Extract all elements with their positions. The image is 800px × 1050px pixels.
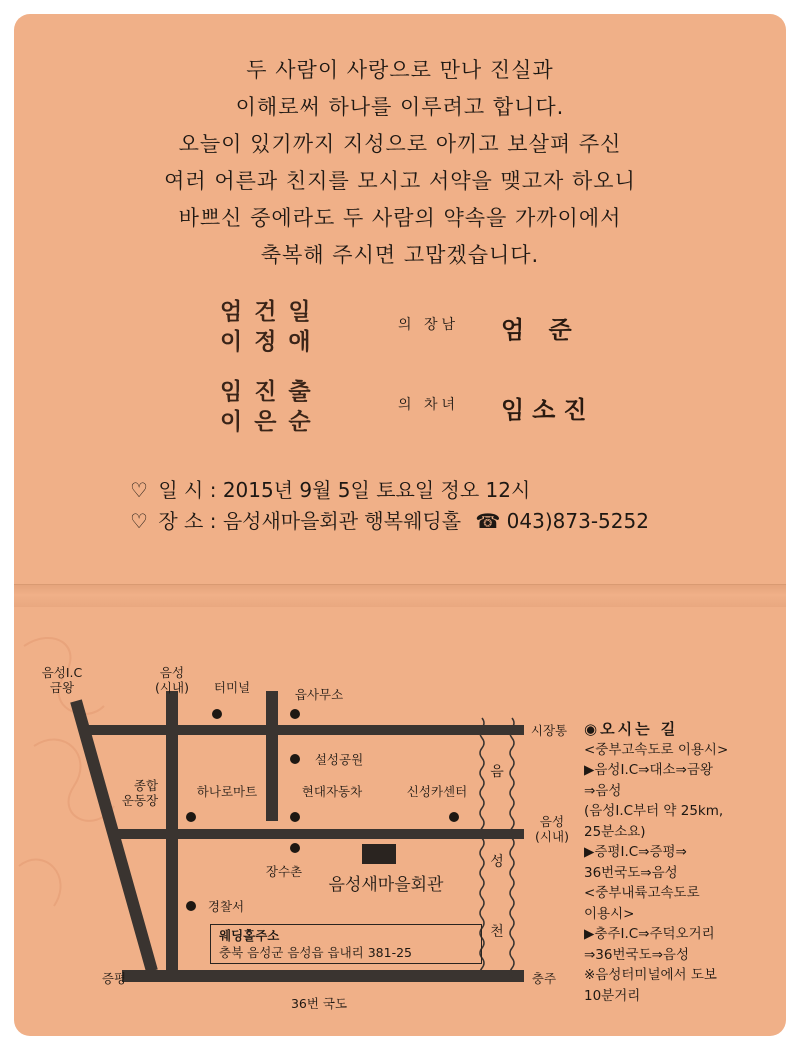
map-label-eumseong-ic: 음성I.C [41,665,83,680]
map-label-eumseong-north: 음성 [159,665,185,680]
groom-father: 엄건일 [220,299,323,325]
message-line: 두 사람이 사랑으로 만나 진실과 [246,58,554,82]
map-label-venue: 음성새마을회관 [328,875,444,895]
groom-mother: 이정애 [220,329,323,355]
map-label-market: 시장통 [530,723,568,738]
terminal-marker [212,709,222,719]
map-label-sinae-east: (시내) [535,829,569,844]
sinseong-marker [449,812,459,822]
invitation-message [14,52,786,274]
map-label-sinae-north: (시내) [155,680,189,695]
label-colon: : [209,478,223,502]
heart-icon: ♡ [130,509,148,533]
map-label-route36: 36번 국도 [290,996,348,1011]
directions-panel [584,719,780,1006]
address-box [210,924,482,964]
place-label: 장 소 [158,509,204,533]
river-label-3: 천 [490,924,504,940]
hanaro-marker [186,812,196,822]
directions-line: <중부내륙고속도로 [584,885,700,901]
groom-relation: 의 장남 [398,317,460,333]
phone-icon: ☎ [475,509,501,533]
directions-line: 10분거리 [584,987,641,1004]
groom-parents [220,297,350,357]
date-value: 2015년 9월 5일 토요일 정오 12시 [222,478,531,502]
map-label-jeungpyeong: 증평 [101,971,127,986]
map-label-eumseong-east: 음성 [539,814,565,829]
river-label-1: 음 [490,764,504,780]
heart-icon: ♡ [130,478,148,502]
hyundai-marker [290,812,300,822]
bride-father: 임진출 [220,379,323,405]
jangsuchon-marker [290,843,300,853]
map-label-hanaro: 하나로마트 [196,784,258,799]
map-label-sinseong: 신성카센터 [406,784,468,799]
groom-family [14,297,786,357]
river-label-2: 성 [490,854,504,870]
directions-line: ▶충주I.C⇒주덕오거리 [584,926,715,942]
date-label: 일 시 [158,478,204,502]
bride-relation: 의 차녀 [398,397,460,413]
message-line: 축복해 주시면 고맙겠습니다. [260,243,540,267]
map-label-police: 경찰서 [207,899,245,914]
bride-name: 임소진 [501,396,595,424]
park-marker [290,754,300,764]
address-value: 충북 음성군 음성읍 읍내리 381-25 [219,945,412,960]
message-line: 바쁘신 중에라도 두 사람의 약속을 가까이에서 [178,206,622,230]
address-title: 웨딩홀주소 [219,928,280,943]
map-label-eup-office: 읍사무소 [294,687,344,702]
message-line: 여러 어른과 친지를 모시고 서약을 맺고자 하오니 [164,169,636,193]
map-label-terminal: 터미널 [213,680,251,695]
eup-office-marker [290,709,300,719]
label-colon: : [209,509,223,533]
venue-marker [362,844,396,864]
groom-name: 엄 준 [501,316,580,344]
map-label-hyundai: 현대자동차 [301,784,363,799]
directions-line: ※음성터미널에서 도보 [584,967,717,983]
directions-line: 25분소요) [584,823,646,840]
map-label-chungju: 충주 [531,971,557,986]
map-label-jangsuchon: 장수촌 [265,864,303,879]
date-info [130,475,530,505]
place-info [130,506,649,536]
invitation-card [14,14,786,1036]
message-line: 이해로써 하나를 이루려고 합니다. [235,95,565,119]
map-label-stadium-1: 종합 [133,778,159,793]
directions-line: ▶음성I.C⇒대소⇒금왕 [584,762,713,778]
directions-line: (음성I.C부터 약 25km, [584,803,724,819]
directions-line: ▶증평I.C⇒증평⇒ [584,844,687,860]
message-line: 오늘이 있기까지 지성으로 아끼고 보살펴 주신 [178,132,622,156]
map-label-seolseong-park: 설성공원 [314,752,364,767]
directions-title: ◉오시는 길 [584,720,679,738]
place-value: 음성새마을회관 행복웨딩홀 [222,509,462,533]
bride-family [14,377,786,437]
police-marker [186,901,196,911]
directions-line: ⇒36번국도⇒음성 [584,946,690,963]
card-fold [14,584,786,607]
bride-mother: 이은순 [220,409,323,435]
directions-line: <중부고속도로 이용시> [584,741,729,758]
map-label-stadium-2: 운동장 [121,793,159,808]
directions-line: 36번국도⇒음성 [584,864,678,881]
directions-line: ⇒음성 [584,782,622,799]
bride-parents [220,377,350,437]
map-label-geumwang: 금왕 [49,680,75,695]
directions-line: 이용시> [584,905,635,922]
phone-number: 043)873-5252 [506,509,649,533]
